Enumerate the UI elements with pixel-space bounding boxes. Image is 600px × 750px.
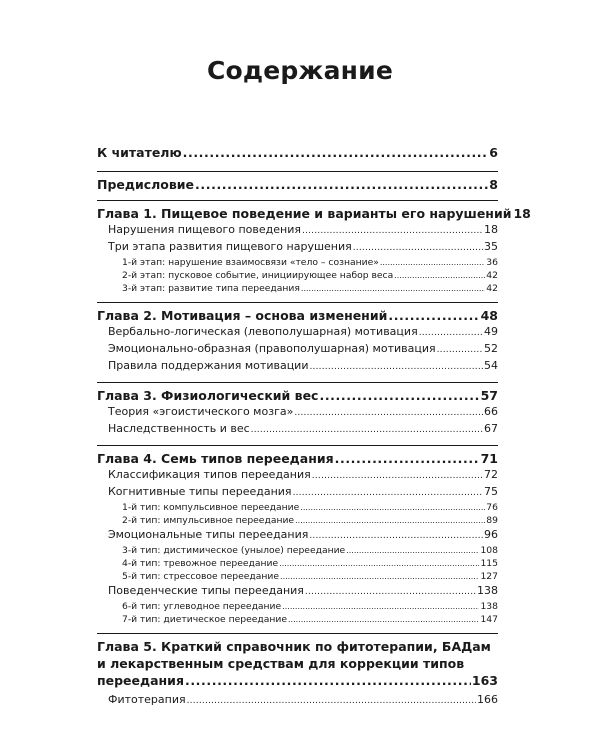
toc-entry-page: 138 bbox=[477, 584, 498, 597]
toc-entry-page: 18 bbox=[513, 206, 531, 221]
toc-entry-page: 6 bbox=[489, 145, 498, 160]
toc-chapter-heading[interactable] bbox=[97, 205, 531, 222]
dot-leader bbox=[388, 307, 479, 324]
toc-heading-line: и лекарственным средствам для коррекции типов bbox=[97, 656, 465, 671]
toc-entry-title: Поведенческие типы переедания bbox=[108, 584, 304, 597]
toc-entry-page: 42 bbox=[486, 270, 498, 281]
toc-entry-title: 3-й тип: дистимическое (унылое) переедание bbox=[122, 545, 346, 556]
toc-entry-title: Предисловие bbox=[97, 177, 195, 192]
toc-heading-line: Глава 5. Краткий справочник по фитотерапии, БАДам bbox=[97, 639, 491, 654]
toc-entry-title: 1-й этап: нарушение взаимосвязи «тело – сознание» bbox=[122, 257, 379, 268]
toc-entry-title: Три этапа развития пищевого нарушения bbox=[108, 240, 352, 253]
toc-entry-page: 18 bbox=[484, 223, 498, 236]
dot-leader bbox=[319, 387, 479, 404]
toc-entry-page: 52 bbox=[484, 342, 498, 355]
dot-leader bbox=[309, 529, 483, 544]
toc-subentry[interactable] bbox=[97, 514, 498, 527]
toc-entry-title: К читателю bbox=[97, 145, 182, 160]
dot-leader bbox=[309, 360, 483, 375]
toc-chapter-heading[interactable] bbox=[97, 450, 498, 467]
toc-entry-page: 57 bbox=[480, 388, 498, 403]
toc-entry-page: 115 bbox=[480, 558, 498, 569]
dot-leader bbox=[419, 326, 483, 341]
toc-chapter-3 bbox=[97, 382, 498, 441]
toc-subentry[interactable] bbox=[97, 600, 498, 613]
toc-entry[interactable] bbox=[97, 239, 498, 256]
toc-entry-title: Нарушения пищевого поведения bbox=[108, 223, 301, 236]
toc-entry-title: 1-й тип: компульсивное переедание bbox=[122, 502, 300, 513]
dot-leader bbox=[301, 282, 485, 295]
toc-entry-page: 76 bbox=[486, 502, 498, 513]
toc-subentry[interactable] bbox=[97, 282, 498, 295]
toc-entry-title: Классификация типов переедания bbox=[108, 468, 311, 481]
toc-chapter-heading[interactable] bbox=[97, 638, 498, 689]
toc-chapter-heading[interactable] bbox=[97, 387, 498, 404]
dot-leader bbox=[380, 256, 485, 269]
toc-entry-page: 67 bbox=[484, 422, 498, 435]
toc-heading-last-line bbox=[97, 672, 498, 689]
toc-entry-page: 127 bbox=[480, 571, 498, 582]
toc-entry-page: 48 bbox=[480, 308, 498, 323]
toc-subentry[interactable] bbox=[97, 269, 498, 282]
toc-entry-page: 108 bbox=[480, 545, 498, 556]
toc-subentry[interactable] bbox=[97, 613, 498, 626]
dot-leader bbox=[305, 585, 476, 600]
toc-entry-title: Эмоционально-образная (правополушарная) мотивация bbox=[108, 342, 436, 355]
toc-entry[interactable] bbox=[97, 341, 498, 358]
toc-entry-page: 71 bbox=[480, 451, 498, 466]
toc-entry-page: 54 bbox=[484, 359, 498, 372]
toc-entry-title: Правила поддержания мотивации bbox=[108, 359, 309, 372]
toc-entry-page: 163 bbox=[471, 673, 498, 688]
toc-entry-page: 89 bbox=[486, 515, 498, 526]
toc-entry-preface[interactable] bbox=[97, 176, 498, 193]
toc-entry-title: Глава 4. Семь типов переедания bbox=[97, 451, 334, 466]
toc-entry[interactable] bbox=[97, 527, 498, 544]
dot-leader bbox=[185, 672, 471, 689]
toc-entry-title: Глава 3. Физиологический вес bbox=[97, 388, 319, 403]
toc-entry-page: 35 bbox=[484, 240, 498, 253]
dot-leader bbox=[346, 544, 479, 557]
toc-entry-page: 36 bbox=[486, 257, 498, 268]
dot-leader bbox=[437, 343, 483, 358]
toc-entry-page: 96 bbox=[484, 528, 498, 541]
dot-leader bbox=[183, 144, 489, 161]
toc-entry-title: 2-й этап: пусковое событие, инициирующее набор веса bbox=[122, 270, 394, 281]
toc-entry-title: 3-й этап: развитие типа переедания bbox=[122, 283, 300, 294]
toc-entry-title: Когнитивные типы переедания bbox=[108, 485, 292, 498]
dot-leader bbox=[187, 694, 476, 709]
toc-entry-page: 49 bbox=[484, 325, 498, 338]
toc-entry-title: переедания bbox=[97, 673, 184, 688]
toc-entry[interactable] bbox=[97, 467, 498, 484]
toc-chapter-1 bbox=[97, 200, 531, 298]
toc-subentry[interactable] bbox=[97, 570, 498, 583]
table-of-contents bbox=[97, 140, 531, 712]
toc-entry-page: 66 bbox=[484, 405, 498, 418]
toc-entry-title: Глава 1. Пищевое поведение и варианты его нарушений bbox=[97, 206, 512, 221]
toc-entry-title: Теория «эгоистического мозга» bbox=[108, 405, 294, 418]
toc-chapter-4 bbox=[97, 445, 498, 629]
toc-entry-title: 6-й тип: углеводное переедание bbox=[122, 601, 282, 612]
toc-entry-title: Наследственность и вес bbox=[108, 422, 250, 435]
toc-entry-title: Фитотерапия bbox=[108, 693, 186, 706]
toc-entry-title: Эмоциональные типы переедания bbox=[108, 528, 309, 541]
dot-leader bbox=[295, 514, 485, 527]
toc-entry[interactable] bbox=[97, 421, 498, 438]
dot-leader bbox=[251, 423, 483, 438]
dot-leader bbox=[293, 486, 483, 501]
toc-entry-to-reader[interactable] bbox=[97, 144, 498, 161]
dot-leader bbox=[302, 224, 483, 239]
toc-chapter-2 bbox=[97, 302, 498, 378]
toc-entry-page: 42 bbox=[486, 283, 498, 294]
toc-subentry[interactable] bbox=[97, 557, 498, 570]
page-title: Содержание bbox=[206, 56, 394, 85]
toc-entry-title: 4-й тип: тревожное переедание bbox=[122, 558, 279, 569]
toc-entry[interactable] bbox=[97, 324, 498, 341]
toc-entry-title: 2-й тип: импульсивное переедание bbox=[122, 515, 295, 526]
toc-entry[interactable] bbox=[97, 692, 498, 709]
toc-subentry[interactable] bbox=[97, 501, 498, 514]
toc-subentry[interactable] bbox=[97, 256, 498, 269]
toc-entry-page: 166 bbox=[477, 693, 498, 706]
dot-leader bbox=[294, 406, 483, 421]
dot-leader bbox=[280, 570, 479, 583]
toc-entry[interactable] bbox=[97, 484, 498, 501]
dot-leader bbox=[394, 269, 485, 282]
dot-leader bbox=[288, 613, 479, 626]
toc-entry-page: 75 bbox=[484, 485, 498, 498]
dot-leader bbox=[335, 450, 480, 467]
toc-section-intro bbox=[97, 140, 498, 164]
toc-entry[interactable] bbox=[97, 358, 498, 375]
toc-subentry[interactable] bbox=[97, 544, 498, 557]
toc-section-preface bbox=[97, 171, 498, 196]
dot-leader bbox=[353, 241, 483, 256]
toc-entry-page: 138 bbox=[480, 601, 498, 612]
toc-chapter-5 bbox=[97, 633, 498, 712]
dot-leader bbox=[300, 501, 485, 514]
dot-leader bbox=[282, 600, 479, 613]
toc-entry-page: 8 bbox=[489, 177, 498, 192]
toc-entry-title: Глава 2. Мотивация – основа изменений bbox=[97, 308, 388, 323]
toc-entry-title: 7-й тип: диетическое переедание bbox=[122, 614, 287, 625]
dot-leader bbox=[195, 176, 488, 193]
toc-chapter-heading[interactable] bbox=[97, 307, 498, 324]
dot-leader bbox=[312, 469, 483, 484]
toc-entry-title: 5-й тип: стрессовое переедание bbox=[122, 571, 280, 582]
dot-leader bbox=[279, 557, 479, 570]
toc-entry[interactable] bbox=[97, 222, 498, 239]
toc-entry-title: Вербально-логическая (левополушарная) мотивация bbox=[108, 325, 418, 338]
toc-entry[interactable] bbox=[97, 583, 498, 600]
toc-entry-page: 72 bbox=[484, 468, 498, 481]
toc-entry-page: 147 bbox=[480, 614, 498, 625]
toc-entry[interactable] bbox=[97, 404, 498, 421]
